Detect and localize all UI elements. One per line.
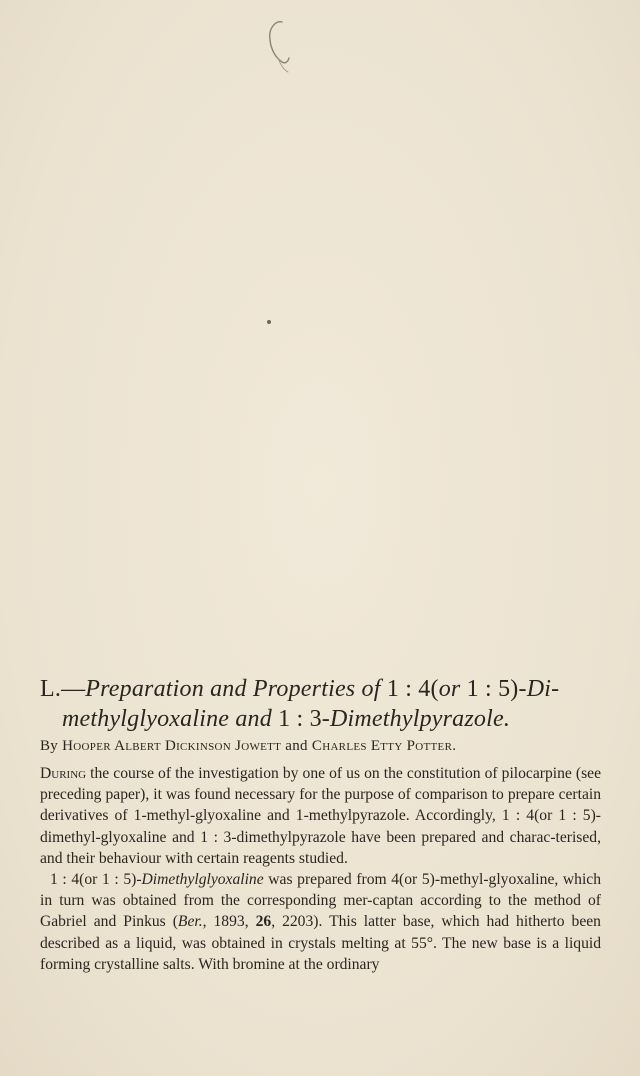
title-formula-2: 1 : 3-	[271, 706, 330, 732]
byline	[40, 736, 600, 756]
title-part-2a: Di-	[526, 676, 560, 702]
title-or: or	[438, 676, 461, 702]
byline-by: By	[40, 738, 59, 754]
paragraph-2	[40, 869, 601, 975]
title-dash: —	[61, 676, 86, 702]
title-formula-1b: 1 : 5)-	[460, 676, 527, 702]
byline-and: and	[285, 738, 308, 754]
title-line-2	[40, 704, 600, 734]
title-line-1	[40, 674, 600, 704]
title-part-3: Dimethylpyrazole.	[330, 706, 511, 732]
body-text	[40, 763, 601, 975]
paragraph-2-volume: 26	[255, 913, 272, 931]
author-2: Charles Etty Potter.	[311, 738, 457, 754]
paragraph-2-formula: 1 : 4(or 1 : 5)-	[50, 871, 142, 889]
title-part-1: Preparation and Properties of	[85, 676, 381, 702]
title-formula-1: 1 : 4(	[386, 676, 439, 702]
paragraph-2-text-c: , 2203). This latter base, which had hitherto been described as a liquid, was obtained in crystals melting at 55°. The new base is a liquid forming crystalline salts. With bromine at the ordinary	[40, 913, 601, 973]
paragraph-2-text-b: , 1893,	[202, 913, 256, 931]
paragraph-2-compound: Dimethylglyoxaline	[141, 871, 264, 889]
paragraph-1-lead: During	[40, 765, 87, 782]
article-title	[40, 674, 600, 734]
paragraph-1	[40, 763, 601, 869]
paragraph-2-text-a: was prepared from 4(or 5)-methyl-glyoxaline, which in turn was obtained from the corresponding mer-captan according to the method of Gabriel and Pinkus (	[40, 871, 601, 931]
title-number: L.	[40, 676, 62, 702]
title-part-2b: methylglyoxaline and	[62, 706, 272, 732]
ink-speck	[267, 320, 271, 324]
pencil-mark-c	[258, 18, 298, 74]
paragraph-1-text: the course of the investigation by one of us on the constitution of pilocarpine (see preceding paper), it was found necessary for the purpose of comparison to prepare certain derivatives of 1-methyl-glyoxaline and 1-methylpyrazole. Accordingly, 1 : 4(or 1 : 5)-dimethyl-glyoxaline and 1 : 3-dimethylpyrazole have been prepared and charac-terised, and their behaviour with certain reagents studied.	[40, 765, 601, 867]
author-1: Hooper Albert Dickinson Jowett	[62, 738, 282, 754]
paragraph-2-reference: Ber.	[177, 913, 203, 931]
